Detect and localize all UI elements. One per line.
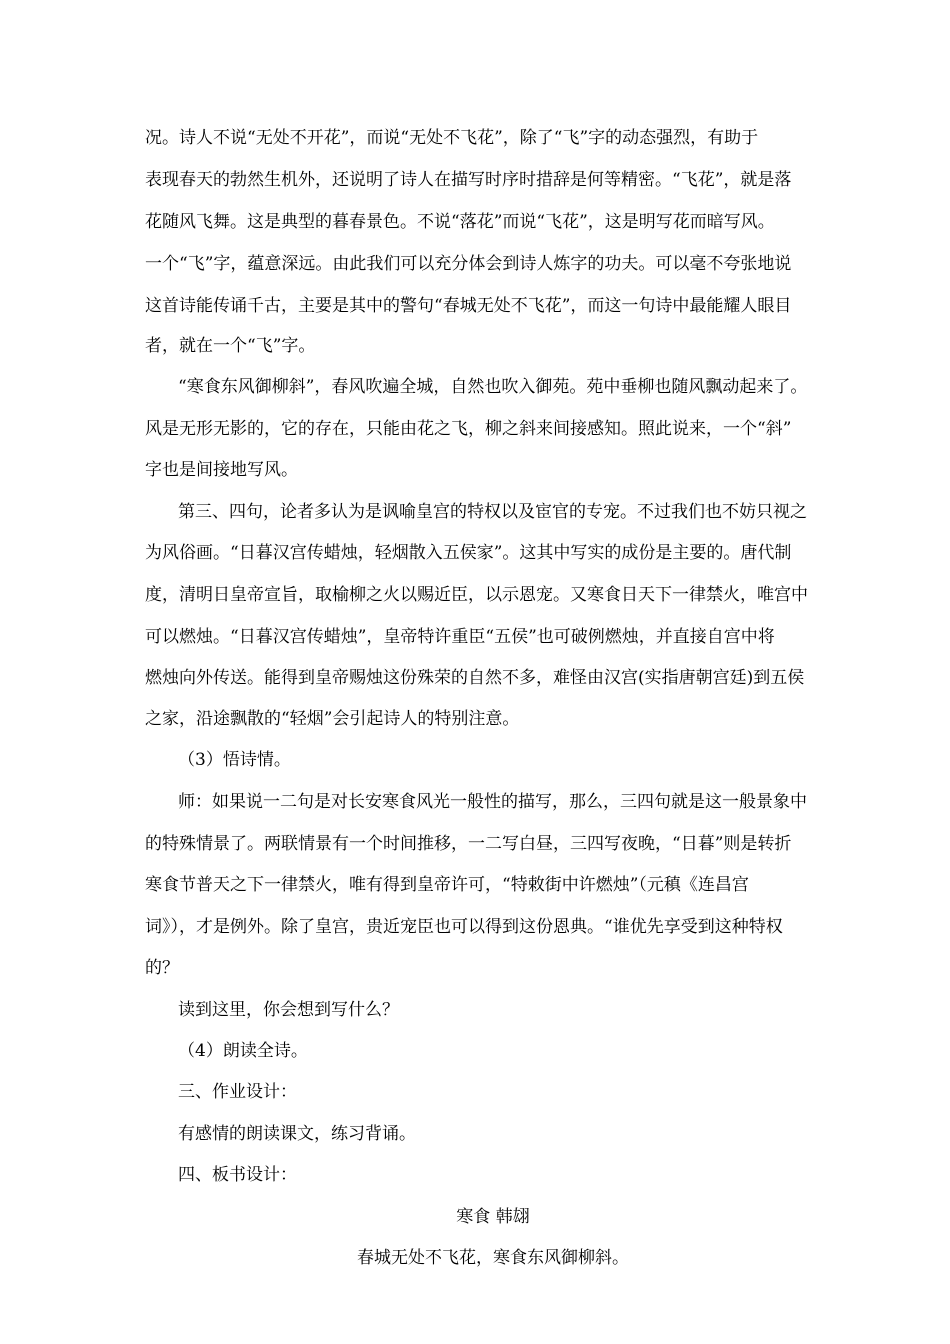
- board-verse: 春城无处不飞花，寒食东风御柳斜。: [357, 1248, 629, 1268]
- paragraph-first-line: 师：如果说一二句是对长安寒食风光一般性的描写，那么，三四句就是这一般景象中: [178, 792, 807, 812]
- section-heading-homework: 三、作业设计：: [178, 1082, 297, 1102]
- text-line: 字也是间接地写风。: [145, 460, 298, 480]
- text-line: 寒食节普天之下一律禁火，唯有得到皇帝许可，“特敕街中许燃烛”（元稹《连昌宫: [145, 875, 749, 895]
- text-line: 这首诗能传诵千古，主要是其中的警句“春城无处不飞花”，而这一句诗中最能耀人眼目: [145, 296, 792, 316]
- paragraph-first-line: 第三、四句，论者多认为是讽喻皇宫的特权以及宦官的专宠。不过我们也不妨只视之: [178, 502, 807, 522]
- text-line: 之家，沿途飘散的“轻烟”会引起诗人的特别注意。: [145, 709, 520, 729]
- text-line: 的特殊情景了。两联情景有一个时间推移，一二写白昼，三四写夜晚，“日暮”则是转折: [145, 834, 792, 854]
- text-line: 者，就在一个“飞”字。: [145, 336, 316, 356]
- section-heading-board: 四、板书设计：: [178, 1165, 297, 1185]
- text-line: 一个“飞”字，蕴意深远。由此我们可以充分体会到诗人炼字的功夫。可以毫不夸张地说: [145, 254, 792, 274]
- board-title: 寒食 韩翃: [456, 1207, 530, 1227]
- text-line: 的？: [145, 958, 179, 978]
- section-step-3: （3）悟诗情。: [178, 750, 291, 770]
- text-line: 况。诗人不说“无处不开花”，而说“无处不飞花”，除了“飞”字的动态强烈，有助于: [145, 128, 759, 148]
- question-line: 读到这里，你会想到写什么？: [178, 1000, 399, 1020]
- paragraph-first-line: “寒食东风御柳斜”，春风吹遍全城，自然也吹入御苑。苑中垂柳也随风飘动起来了。: [178, 377, 808, 397]
- text-line: 可以燃烛。“日暮汉宫传蜡烛”，皇帝特许重臣“五侯”也可破例燃烛，并直接自宫中将: [145, 627, 775, 647]
- text-line: 燃烛向外传送。能得到皇帝赐烛这份殊荣的自然不多，难怪由汉宫(实指唐朝宫廷)到五侯: [145, 668, 805, 688]
- text-line: 度，清明日皇帝宣旨，取榆柳之火以赐近臣，以示恩宠。又寒食日天下一律禁火，唯宫中: [145, 585, 808, 605]
- text-line: 花随风飞舞。这是典型的暮春景色。不说“落花”而说“飞花”，这是明写花而暗写风。: [145, 212, 775, 232]
- homework-text: 有感情的朗读课文，练习背诵。: [178, 1124, 416, 1144]
- text-line: 词》），才是例外。除了皇宫，贵近宠臣也可以得到这份恩典。“谁优先享受到这种特权: [145, 917, 783, 937]
- text-line: 表现春天的勃然生机外，还说明了诗人在描写时序时措辞是何等精密。“飞花”，就是落: [145, 170, 792, 190]
- text-line: 为风俗画。“日暮汉宫传蜡烛，轻烟散入五侯家”。这其中写实的成份是主要的。唐代制: [145, 543, 792, 563]
- text-line: 风是无形无影的，它的存在，只能由花之飞，柳之斜来间接感知。照此说来，一个“斜”: [145, 419, 792, 439]
- section-step-4: （4）朗读全诗。: [178, 1041, 308, 1061]
